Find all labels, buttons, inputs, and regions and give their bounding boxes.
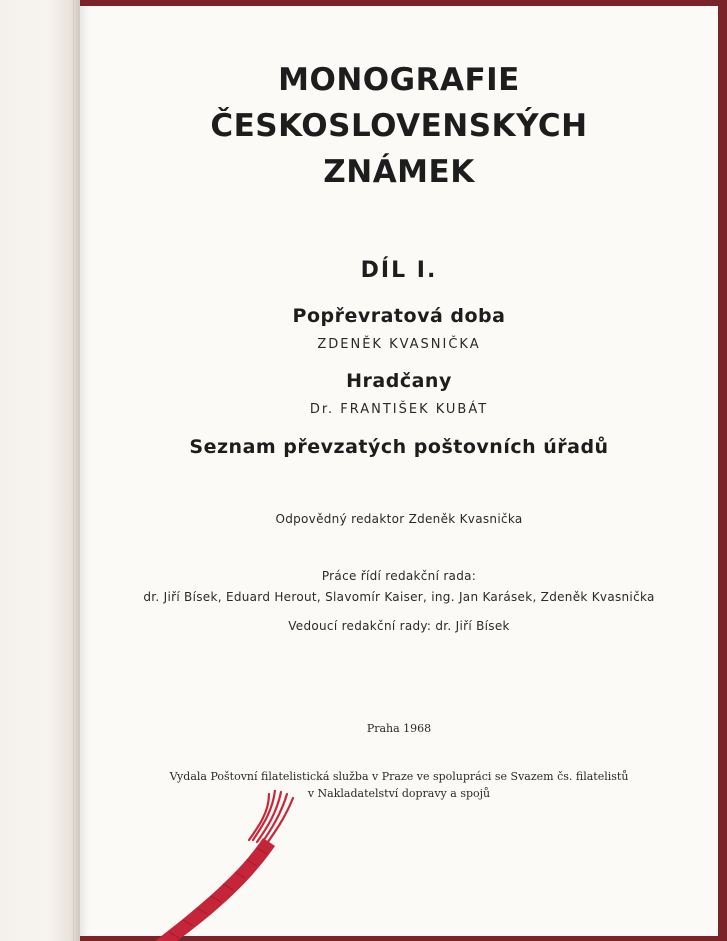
editorial-board-head: Vedoucí redakční rady: dr. Jiří Bísek — [288, 619, 510, 633]
section-author-2: Dr. FRANTIŠEK KUBÁT — [309, 402, 489, 417]
place-and-year: Praha 1968 — [366, 722, 432, 735]
publisher-line-2: v Nakladatelství dopravy a spojů — [307, 787, 491, 800]
publisher-line-1: Vydala Poštovní filatelistická služba v Praze ve spolupráci se Svazem čs. filatelistů — [169, 770, 629, 783]
section-author-1: ZDENĚK KVASNIČKA — [317, 337, 481, 352]
book-title-line-3: ZNÁMEK — [323, 154, 475, 190]
book-title-line-1: MONOGRAFIE — [278, 62, 520, 98]
section-title-2: Hradčany — [346, 370, 452, 392]
section-title-1: Popřevratová doba — [292, 305, 506, 327]
book-title-line-2: ČESKOSLOVENSKÝCH — [210, 108, 588, 144]
editorial-board-members: dr. Jiří Bísek, Eduard Herout, Slavomír Kaiser, ing. Jan Karásek, Zdeněk Kvasnička — [143, 590, 655, 604]
responsible-editor: Odpovědný redaktor Zdeněk Kvasnička — [275, 512, 523, 526]
section-title-3: Seznam převzatých poštovních úřadů — [189, 436, 609, 458]
volume-label: DÍL I. — [360, 258, 438, 283]
editorial-board-intro: Práce řídí redakční rada: — [321, 569, 477, 583]
cover-right-edge — [718, 0, 727, 941]
left-page-edge — [0, 0, 80, 941]
bookmark-ribbon-icon — [135, 790, 315, 941]
